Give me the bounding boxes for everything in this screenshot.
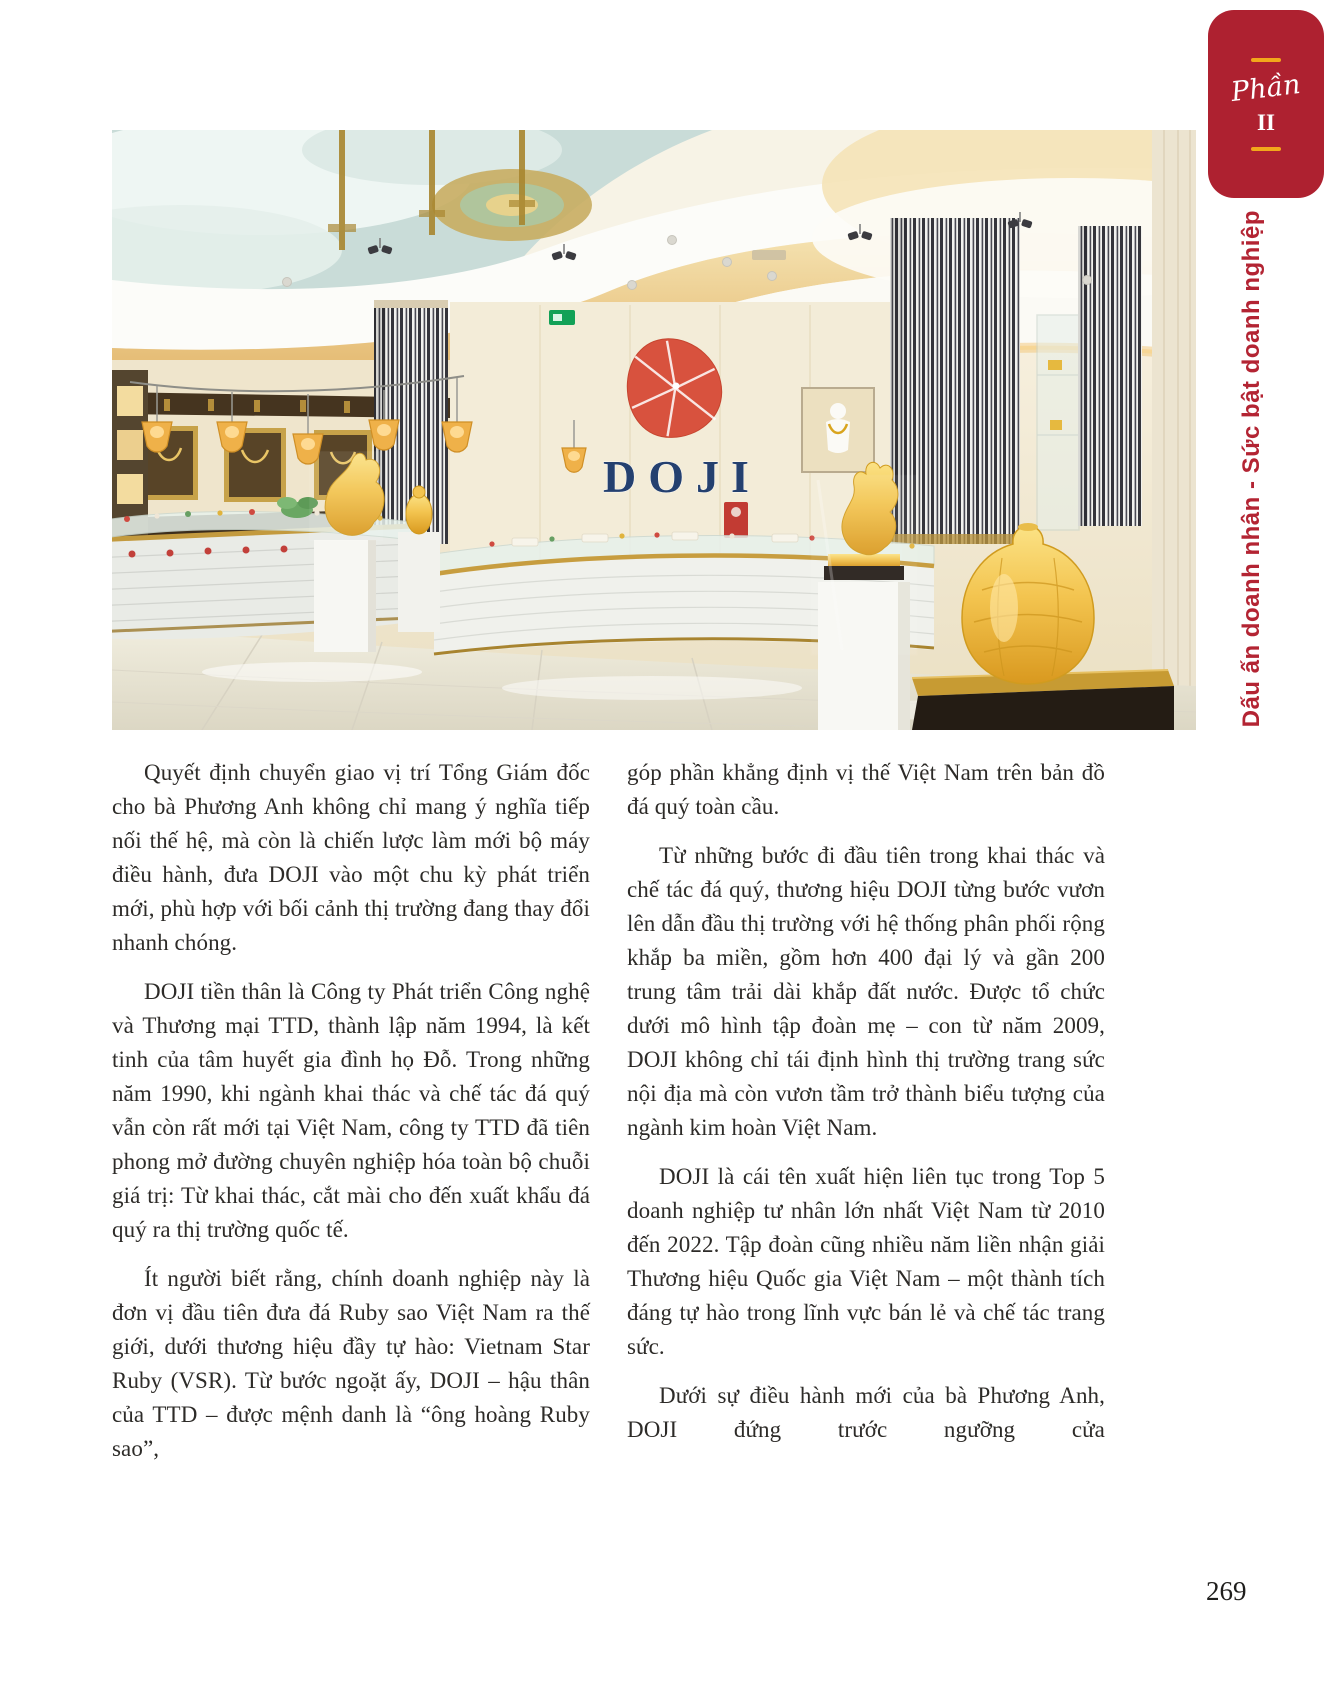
part-tab bbox=[1208, 10, 1324, 198]
doji-logo-text: DOJI bbox=[603, 451, 761, 502]
paragraph: DOJI là cái tên xuất hiện liên tục trong Top 5 doanh nghiệp tư nhân lớn nhất Việt Nam từ 2010 đến 2022. Tập đoàn cũng nhiều năm liền nhận giải Thương hiệu Quốc gia Việt Nam – một thành tích đáng tự hào trong lĩnh vực bán lẻ và chế tác trang sức. bbox=[627, 1164, 1105, 1359]
tab-dash-bottom bbox=[1251, 147, 1281, 151]
part-label: Phần bbox=[1229, 68, 1303, 108]
article-right-column bbox=[627, 756, 1105, 1462]
paragraph: Dưới sự điều hành mới của bà Phương Anh, DOJI đứng trước ngưỡng cửa bbox=[627, 1383, 1105, 1442]
gold-statue-right bbox=[812, 462, 916, 730]
page-number: 269 bbox=[1206, 1576, 1247, 1606]
store-photo-illustration bbox=[112, 130, 1196, 730]
paragraph: góp phần khẳng định vị thế Việt Nam trên bản đồ đá quý toàn cầu. bbox=[627, 760, 1105, 819]
paragraph: DOJI tiền thân là Công ty Phát triển Công nghệ và Thương mại TTD, thành lập năm 1994, là kết tinh của tâm huyết gia đình họ Đỗ. Trong những năm 1990, khi ngành khai thác và chế tác đá quý vẫn còn rất mới tại Việt Nam, công ty TTD đã tiên phong mở đường chuyên nghiệp hóa toàn bộ chuỗi giá trị: Từ khai thác, cắt mài cho đến xuất khẩu đá quý ra thị trường quốc tế. bbox=[112, 979, 590, 1242]
part-numeral: II bbox=[1257, 109, 1275, 135]
store-photo bbox=[112, 130, 1196, 730]
paragraph: Từ những bước đi đầu tiên trong khai thác và chế tác đá quý, thương hiệu DOJI từng bước vươn lên dẫn đầu thị trường với hệ thống phân phối rộng khắp ba miền, gồm hơn 400 đại lý và gần 200 trung tâm trải dài khắp đất nước. Được tổ chức dưới mô hình tập đoàn mẹ – con từ năm 2009, DOJI không chỉ tái định hình thị trường trang sức nội địa mà còn vươn tầm trở thành biểu tượng của ngành kim hoàn Việt Nam. bbox=[627, 843, 1105, 1140]
article-left-column bbox=[112, 756, 590, 1481]
section-caption-vertical: Dấu ấn doanh nhân - Sức bật doanh nghiệp bbox=[1238, 210, 1265, 728]
paragraph: Quyết định chuyển giao vị trí Tổng Giám đốc cho bà Phương Anh không chỉ mang ý nghĩa tiếp nối thế hệ, mà còn là chiến lược làm mới bộ máy điều hành, đưa DOJI vào một chu kỳ phát triển mới, phù hợp với bối cảnh thị trường đang thay đổi nhanh chóng. bbox=[112, 760, 590, 955]
paragraph: Ít người biết rằng, chính doanh nghiệp này là đơn vị đầu tiên đưa đá Ruby sao Việt Nam ra thế giới, dưới thương hiệu đầy tự hào: Vietnam Star Ruby (VSR). Từ bước ngoặt ấy, DOJI – hậu thân của TTD – được mệnh danh là “ông hoàng Ruby sao”, bbox=[112, 1266, 590, 1461]
exit-sign bbox=[549, 310, 575, 325]
tab-dash-top bbox=[1251, 58, 1281, 62]
